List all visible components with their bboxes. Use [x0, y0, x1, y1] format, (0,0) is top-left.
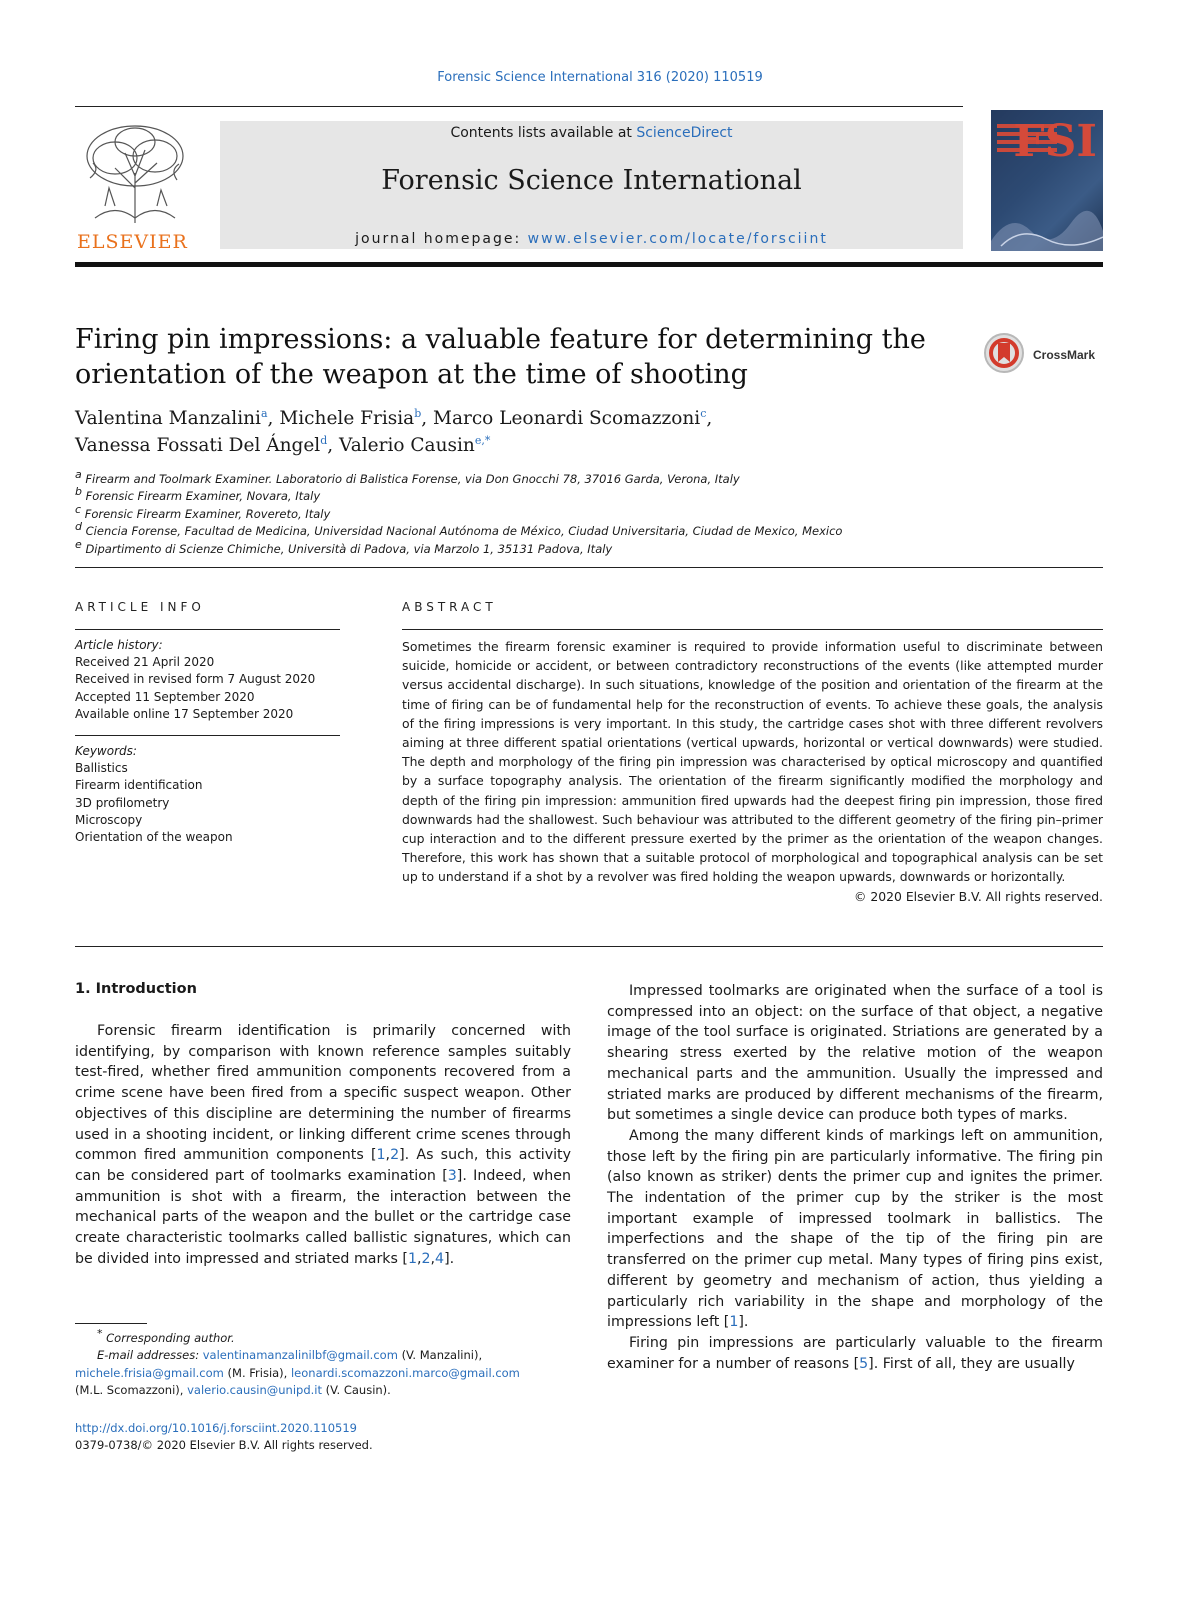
history-label: Article history:	[75, 638, 163, 652]
keyword-item: Orientation of the weapon	[75, 830, 233, 845]
keyword-item: Firearm identification	[75, 778, 203, 793]
history-item: Received in revised form 7 August 2020	[75, 672, 316, 687]
author-list: Valentina Manzalini$^a$, Michele Frisia$^b$, Marco Leonardi Scomazzoni$^c$, Vanessa Fossati Del Ángel$^d$, Valerio Causin$^{e,*}$	[75, 406, 713, 456]
body-column-right	[607, 981, 1103, 1374]
paragraph: Firing pin impressions are particularly valuable to the firearm examiner for a number of reasons [5]. First of all, they are usually	[607, 1334, 1103, 1372]
contents-line: Contents lists available at ScienceDirect	[450, 125, 733, 141]
issn-line: 0379-0738/© 2020 Elsevier B.V. All rights reserved.	[75, 1438, 373, 1453]
email-link[interactable]: michele.frisia@gmail.com	[75, 1365, 224, 1380]
article-title: Firing pin impressions: a valuable feature for determining the orientation of the weapon at the time of shooting	[75, 324, 926, 390]
body-column-left	[75, 1021, 571, 1269]
paragraph: Impressed toolmarks are originated when the surface of a tool is compressed into an object: on the surface of that object, a negative image of the tool surface is originated. Striations are generated by a shearing stress exerted by the relative motion of the weapon mechanical parts and the ammunition. Usually the impressed and striated marks are produced by different mechanisms of the firearm, but sometimes a single device can produce both types of marks.	[607, 983, 1103, 1124]
publisher-wordmark: ELSEVIER	[77, 231, 188, 253]
footnote-rule	[75, 1323, 147, 1324]
doi-block	[75, 1420, 575, 1455]
article-history	[75, 637, 340, 723]
abstract-rule	[402, 629, 1103, 630]
journal-masthead	[220, 121, 963, 249]
cover-artwork	[991, 201, 1103, 251]
affil-rule	[75, 567, 1103, 568]
history-item: Accepted 11 September 2020	[75, 689, 255, 704]
abstract-heading: ABSTRACT	[402, 600, 497, 614]
author-affil-mark[interactable]: a	[260, 406, 268, 420]
author-name: Valerio Causin	[339, 435, 475, 456]
elsevier-tree-logo	[75, 118, 195, 232]
crossmark-label: CrossMark	[1033, 348, 1096, 362]
history-item: Available online 17 September 2020	[75, 706, 294, 721]
reference-link[interactable]: 1	[729, 1314, 739, 1331]
abstract-body	[402, 637, 1103, 906]
reference-link[interactable]: 2	[390, 1147, 400, 1164]
keywords-label: Keywords:	[75, 744, 137, 758]
reference-link[interactable]: 5	[859, 1355, 869, 1372]
reference-link[interactable]: 3	[447, 1167, 457, 1184]
affiliation-list	[75, 468, 1075, 558]
masthead-rule	[75, 262, 1103, 267]
paragraph: Forensic firearm identification is primarily concerned with identifying, by comparison with known reference samples suitably test-fired, whether fired ammunition components recovered from a crime scene have been fired from a specific suspect weapon. Other objectives of this discipline are determining the number of firearms used in a shooting incident, or linking different crime scenes through common fired ammunition components [1,2]. As such, this activity can be considered part of toolmarks examination [3]. Indeed, when ammunition is shot with a firearm, the interaction between the mechanical parts of the weapon and the bullet or the cartridge case create characteristic toolmarks called ballistic signatures, which can be divided into impressed and striated marks [1,2,4].	[75, 1023, 571, 1267]
running-citation[interactable]: Forensic Science International 316 (2020) 110519	[437, 70, 763, 85]
email-link[interactable]: valentinamanzalinilbf@gmail.com	[202, 1348, 398, 1363]
history-item: Received 21 April 2020	[75, 655, 215, 670]
author-affil-mark[interactable]: d	[320, 433, 328, 447]
email-link[interactable]: valerio.causin@unipd.it	[187, 1382, 322, 1397]
reference-link[interactable]: 4	[435, 1250, 445, 1267]
affiliation-item: $^a$ Firearm and Toolmark Examiner. Laboratorio di Balistica Forense, via Don Gnocchi 78, 37016 Garda, Verona, Italy	[75, 468, 740, 486]
article-info-rule	[75, 629, 340, 630]
section-heading: 1. Introduction	[75, 981, 197, 997]
keyword-item: 3D profilometry	[75, 795, 170, 810]
header-rule	[75, 106, 963, 107]
author-name: Vanessa Fossati Del Ángel	[75, 435, 321, 456]
keywords-rule	[75, 735, 340, 736]
sciencedirect-link[interactable]: ScienceDirect	[636, 125, 733, 141]
author-name: Valentina Manzalini	[75, 408, 261, 429]
reference-link[interactable]: 1	[376, 1147, 386, 1164]
author-name: Michele Frisia	[279, 408, 415, 429]
journal-name: Forensic Science International	[381, 165, 802, 196]
affiliation-item: $^c$ Forensic Firearm Examiner, Rovereto, Italy	[75, 502, 331, 521]
reference-link[interactable]: 1	[407, 1250, 417, 1267]
homepage-line: journal homepage: www.elsevier.com/locate/forsciint	[355, 231, 828, 247]
paragraph: Among the many different kinds of markings left on ammunition, those left by the firing pin are particularly informative. The firing pin (also known as striker) dents the primer cup and ignites the primer. The indentation of the primer cup by the striker is the most important example of impressed toolmark in ballistics. The imperfections and the shape of the tip of the firing pin are transferred on the primer cup metal. Many types of firing pins exist, different by geometry and mechanism of action, thus yielding a particularly rich variability in the shape and morphology of the impressions left [1].	[607, 1127, 1103, 1331]
doi-link[interactable]: http://dx.doi.org/10.1016/j.forsciint.2020.110519	[75, 1421, 357, 1435]
homepage-link[interactable]: www.elsevier.com/locate/forsciint	[527, 231, 828, 247]
crossmark-badge[interactable]	[983, 332, 1103, 380]
keyword-item: Ballistics	[75, 761, 128, 776]
author-name: Marco Leonardi Scomazzoni	[433, 408, 701, 429]
abstract-text: Sometimes the firearm forensic examiner is required to provide information useful to discriminate between suicide, homicide or accident, or between contradictory reconstructions of the events (like attempted murder versus accidental discharge). In such situations, knowledge of the position and orientation of the firearm at the time of firing can be of fundamental help for the reconstruction of events. To achieve these goals, the analysis of the firing impressions is very important. In this study, the cartridge cases shot with three different revolvers aiming at three different spatial orientations (vertical upwards, horizontal or vertical downwards) were studied. The depth and morphology of the firing pin impression was characterised by optical microscopy and quantified by a surface topography analysis. The orientation of the firearm significantly modified the morphology and depth of the firing pin impression: ammunition fired upwards had the deepest firing pin impression, those fired downwards had the shallowest. Such behaviour was attributed to the different geometry of the firing pin–primer cup interaction and to the different pressure exerted by the primer as the orientation of the weapon changes. Therefore, this work has shown that a suitable protocol of morphological and topographical analysis can be set up to understand if a shot by a revolver was fired holding the weapon upwards, downwards or horizontally.	[402, 639, 1103, 885]
abstract-end-rule	[75, 946, 1103, 947]
email-link[interactable]: leonardi.scomazzoni.marco@gmail.com	[290, 1365, 520, 1380]
author-affil-mark[interactable]: b	[414, 406, 422, 420]
keywords-list	[75, 743, 340, 846]
affiliation-item: $^e$ Dipartimento di Scienze Chimiche, Università di Padova, via Marzolo 1, 35131 Padova, Italy	[75, 537, 613, 556]
abstract-copyright: © 2020 Elsevier B.V. All rights reserved.	[854, 888, 1103, 904]
affiliation-item: $^b$ Forensic Firearm Examiner, Novara, Italy	[75, 485, 321, 504]
author-affil-mark[interactable]: c	[700, 406, 707, 420]
journal-cover-image: FSI	[991, 110, 1103, 251]
reference-link[interactable]: 2	[421, 1250, 431, 1267]
affiliation-item: $^d$ Ciencia Forense, Facultad de Medicina, Universidad Nacional Autónoma de México, Ciudad Universitaria, Ciudad de Mexico, Mexico	[75, 520, 843, 539]
author-affil-mark[interactable]: e,*	[474, 433, 491, 447]
keyword-item: Microscopy	[75, 812, 143, 827]
corresponding-footnote: * Corresponding author. E-mail addresses: valentinamanzalinilbf@gmail.com (V. Manzalini), michele.frisia@gmail.com (M. Frisia), leonardi.scomazzoni.marco@gmail.com (M.L. Scomazzoni), valerio.causin@unipd.it (V. Causin).	[75, 1327, 520, 1397]
article-info-heading: ARTICLE INFO	[75, 600, 205, 614]
